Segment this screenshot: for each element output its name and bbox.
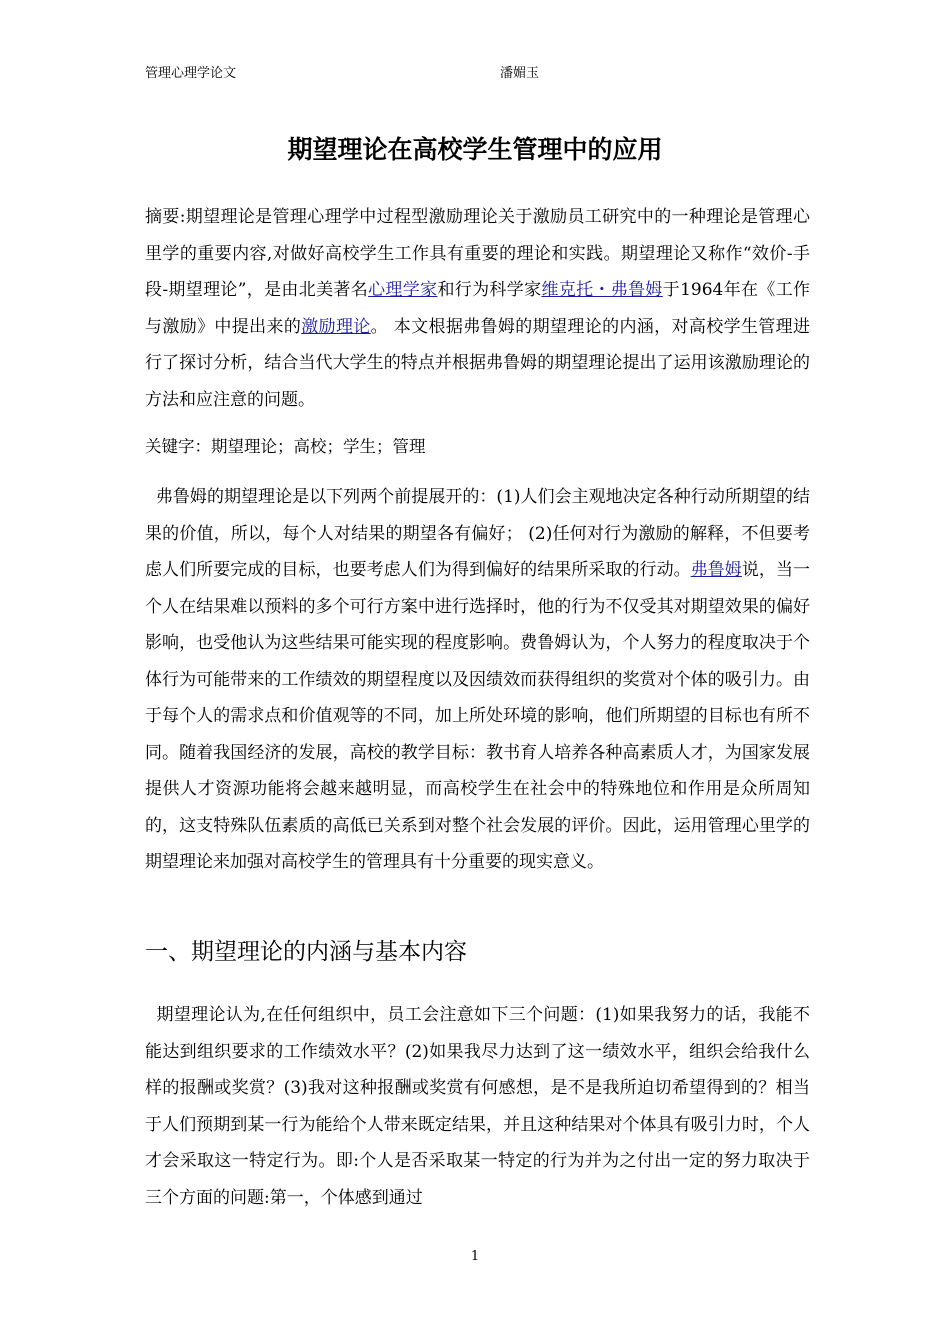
abstract-text-1: 摘要:期望理论是管理心理学中过程型激励理论关于激励员工研究中的一种理论是管理心里学的重要内容,对做好高校学生工作具有重要的理论和实践。期望理论又称作“效价-手段-期望理论”，是由北美著名 bbox=[145, 207, 810, 300]
page-title: 期望理论在高校学生管理中的应用 bbox=[287, 135, 663, 164]
intro-text-2: 说，当一个人在结果难以预料的多个可行方案中进行选择时，他的行为不仅受其对期望效果的偏好影响，也受他认为这些结果可能实现的程度影响。费鲁姆认为，个人努力的程度取决于个体行为可能带来的工作绩效的期望程度以及因绩效而获得组织的奖赏对个体的吸引力。由于每个人的需求点和价值观等的不同，加上所处环境的影响，他们所期望的目标也有所不同。随着我国经济的发展，高校的教学目标：教书育人培养各种高素质人才，为国家发展提供人才资源功能将会越来越明显，而高校学生在社会中的特殊地位和作用是众所周知的，这支特殊队伍素质的高低已关系到对整个社会发展的评价。因此，运用管理心里学的期望理论来加强对高校学生的管理具有十分重要的现实意义。 bbox=[145, 560, 811, 872]
link-psychologist[interactable]: 心理学家 bbox=[368, 280, 438, 300]
abstract-text-3: 于1964年在《工作与激励》中提出来的 bbox=[145, 280, 811, 337]
intro-paragraph bbox=[145, 479, 810, 881]
abstract-text-4: 。 本文根据弗鲁姆的期望理论的内涵，对高校学生管理进行了探讨分析，结合当代大学生的特点并根据弗鲁姆的期望理论提出了运用该激励理论的方法和应注意的问题。 bbox=[145, 316, 811, 410]
section-heading: 一、期望理论的内涵与基本内容 bbox=[145, 939, 467, 965]
abstract-text-2: 和行为科学家 bbox=[437, 280, 542, 300]
link-victor-vroom[interactable]: 维克托・弗鲁姆 bbox=[541, 280, 663, 300]
running-header-left: 管理心理学论文 bbox=[145, 66, 237, 81]
page-number: 1 bbox=[470, 1249, 480, 1264]
keywords-line: 关键字：期望理论；高校；学生；管理 bbox=[145, 437, 426, 456]
intro-text-1: 弗鲁姆的期望理论是以下列两个前提展开的：(1)人们会主观地决定各种行动所期望的结果的价值，所以，每个人对结果的期望各有偏好； (2)任何对行为激励的解释，不但要考虑人们所要完成的目标，也要考虑人们为得到偏好的结果所采取的行动。 bbox=[145, 487, 810, 580]
link-vroom[interactable]: 弗鲁姆 bbox=[690, 560, 742, 580]
running-header-right: 潘媚玉 bbox=[500, 66, 540, 81]
link-motivation-theory[interactable]: 激励理论 bbox=[301, 316, 371, 337]
abstract-paragraph bbox=[145, 199, 810, 418]
section-paragraph: 期望理论认为,在任何组织中，员工会注意如下三个问题：(1)如果我努力的话，我能不能达到组织要求的工作绩效水平？(2)如果我尽力达到了这一绩效水平，组织会给我什么样的报酬或奖赏？(3)我对这种报酬或奖赏有何感想，是不是我所迫切希望得到的？相当于人们预期到某一行为能给个人带来既定结果，并且这种结果对个体具有吸引力时，个人才会采取这一特定行为。即:个人是否采取某一特定的行为并为之付出一定的努力取决于三个方面的问题:第一，个体感到通过 bbox=[145, 1005, 811, 1208]
